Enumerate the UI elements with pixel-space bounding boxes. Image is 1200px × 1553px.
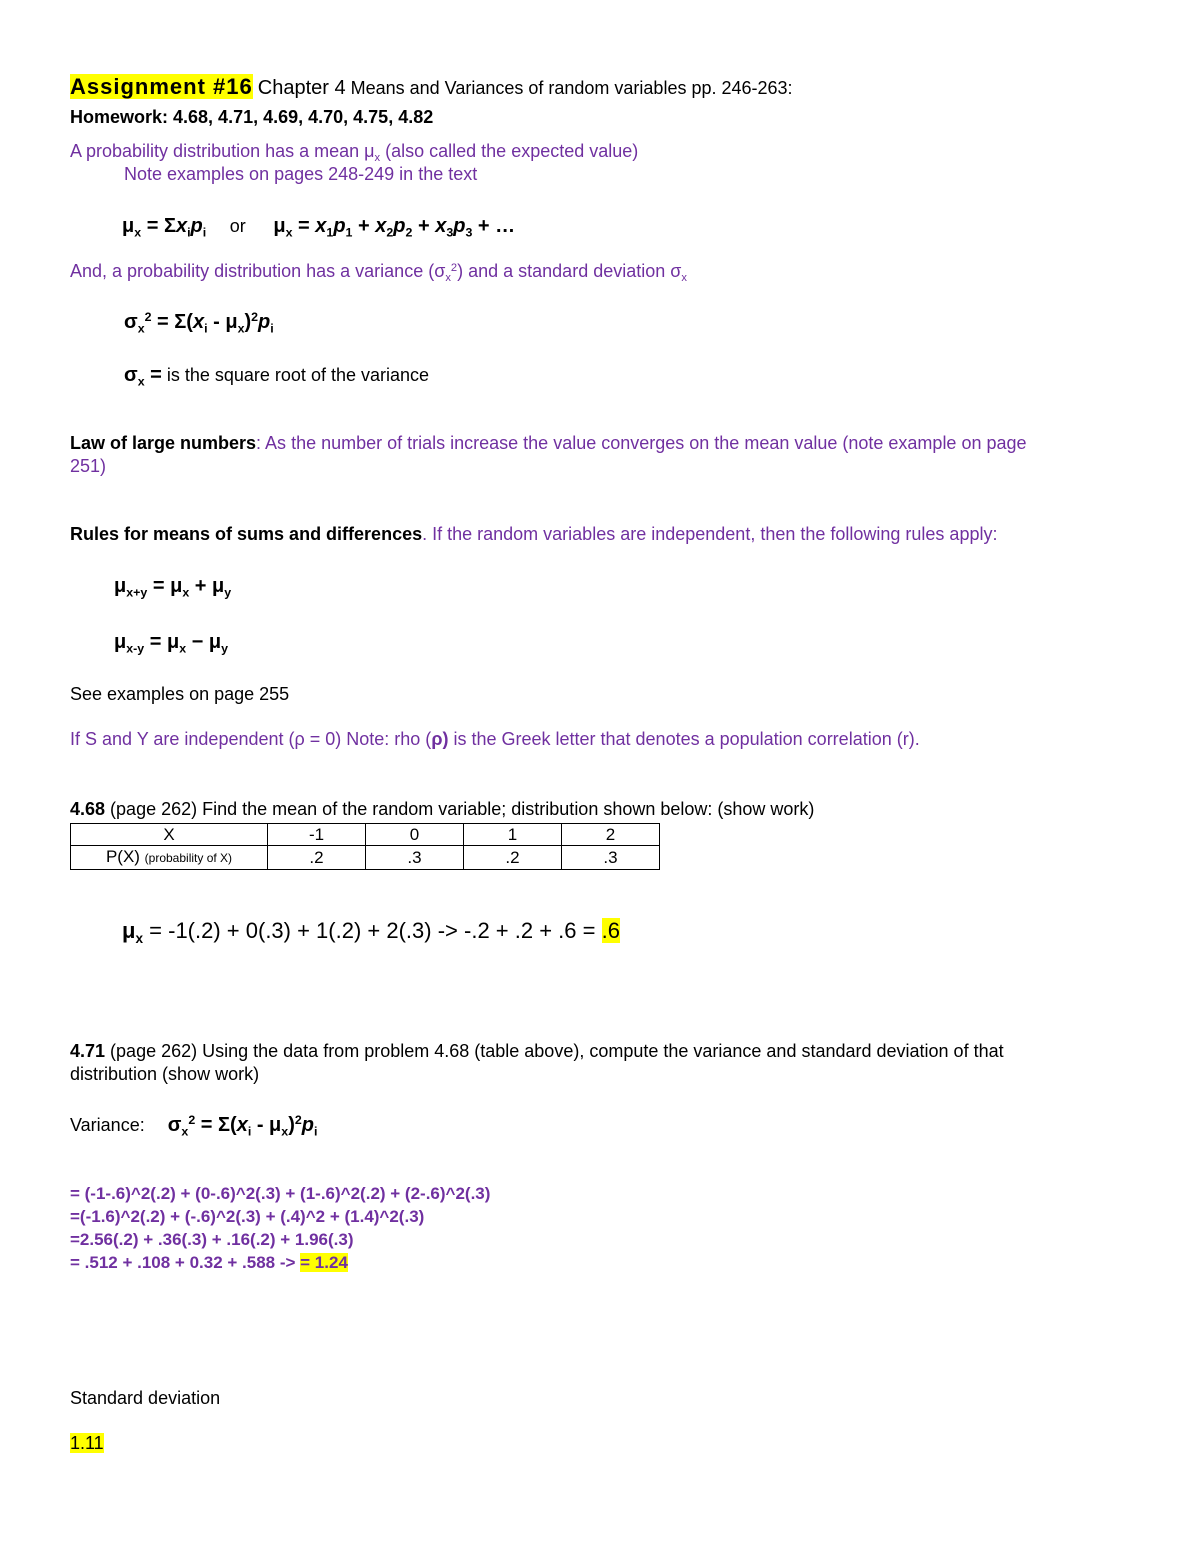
variance-formula: $\sigma_x^2 = \Sigma(x_i - \mu_x)^2p_i$ (124, 310, 274, 336)
table-cell: 1 (464, 824, 562, 846)
table-cell: .2 (268, 846, 366, 870)
variance-work-line: =2.56(.2) + .36(.3) + .16(.2) + 1.96(.3) (70, 1230, 354, 1249)
distribution-table (70, 823, 660, 870)
table-row (71, 846, 660, 870)
variance-answer: = 1.24 (300, 1253, 348, 1272)
homework-list: Homework: 4.68, 4.71, 4.69, 4.70, 4.75, 4.82 (70, 107, 434, 127)
table-row-label: X (71, 824, 268, 846)
mu-symbol: $\mu_x$ (364, 141, 381, 164)
independent-note: If S and Y are independent (ρ = 0) Note: rho (ρ) is the Greek letter that denotes a population correlation (r). (70, 729, 920, 749)
sd-text: is the square root of the variance (166, 365, 430, 385)
law-text-cont: 251) (70, 456, 107, 476)
problem-468-heading (70, 799, 814, 821)
table-cell: .3 (366, 846, 464, 870)
independent-note-post: is the Greek letter that denotes a population correlation (r). (448, 729, 920, 749)
variance-final (70, 1253, 348, 1273)
rule-sum: $\mu_{x+y} = \mu_x + \mu_y$ (114, 575, 232, 600)
sd-answer: 1.11 (70, 1433, 104, 1453)
table-row (71, 824, 660, 846)
formula-tail: + … (472, 215, 516, 237)
assignment-title (70, 74, 793, 100)
px-note: (probability of X) (144, 851, 233, 865)
mean-intro-post: (also called the expected value) (380, 141, 639, 161)
table-cell: .2 (464, 846, 562, 870)
variance-intro-pre: And, a probability distribution has a variance ( (70, 261, 435, 281)
mean-work-text: = -1(.2) + 0(.3) + 1(.2) + 2(.3) -> -.2 + .2 + .6 = (143, 918, 602, 943)
problem-471-text-cont: distribution (show work) (70, 1064, 260, 1084)
problem-471-text: (page 262) Using the data from problem 4.68 (table above), compute the variance and standard deviation of that (105, 1041, 1004, 1061)
problem-468-text: (page 262) Find the mean of the random variable; distribution shown below: (show work) (105, 799, 815, 819)
problem-468-number: 4.68 (70, 799, 106, 819)
chapter-subtitle: Means and Variances of random variables pp. 246-263: (350, 78, 793, 98)
or-label: or (229, 216, 246, 236)
variance-line: Variance: $\sigma_x^2 = \Sigma(x_i - \mu_x)^2p_i$ (70, 1113, 318, 1139)
table-row-label (71, 846, 268, 870)
law-label: Law of large numbers (70, 433, 257, 453)
variance-work-line: = (-1-.6)^2(.2) + (0-.6)^2(.3) + (1-.6)^2(.2) + (2-.6)^2(.3) (70, 1184, 491, 1203)
variance-intro-mid: ) and a standard deviation (457, 261, 671, 281)
assignment-label: Assignment #16 (70, 74, 253, 99)
mean-note: Note examples on pages 248-249 in the text (124, 164, 478, 184)
see-examples: See examples on page 255 (70, 684, 290, 704)
problem-471-heading (70, 1041, 1004, 1063)
sd-label: Standard deviation (70, 1388, 221, 1408)
mean-intro (70, 141, 638, 165)
variance-intro: And, a probability distribution has a variance $(\sigma_x^2)$ and a standard deviation $\sigma_x$ (70, 261, 687, 284)
independent-note-pre: If S and Y are independent (ρ = 0) Note: rho ( (70, 729, 432, 749)
problem-471-number: 4.71 (70, 1041, 106, 1061)
mean-intro-pre: A probability distribution has a mean (70, 141, 365, 161)
table-cell: .3 (562, 846, 660, 870)
sd-answer-wrap (70, 1433, 104, 1455)
variance-work-line: =(-1.6)^2(.2) + (-.6)^2(.3) + (.4)^2 + (1.4)^2(.3) (70, 1207, 425, 1226)
table-cell: 2 (562, 824, 660, 846)
table-cell: 0 (366, 824, 464, 846)
law-of-large-numbers (70, 433, 1027, 455)
mean-formula: $\mu_x = \Sigma x_ip_i$ or $\mu_x = x_1p_1 + x_2p_2 + x_3p_3$ + … (122, 215, 516, 240)
law-text: : As the number of trials increase the value converges on the mean value (note example on page (256, 433, 1027, 453)
variance-label: Variance: (70, 1115, 145, 1135)
rules-heading (70, 524, 997, 546)
mean-work: $\mu_x = -1(.2) + 0(.3) + 1(.2) + 2(.3) -> -.2 + .2 + .6 = .6$ (122, 918, 620, 946)
rules-label: Rules for means of sums and differences (70, 524, 423, 544)
table-cell: -1 (268, 824, 366, 846)
chapter-label: Chapter 4 (257, 77, 346, 99)
rule-difference: $\mu_{x-y} = \mu_x - \mu_y$ (114, 631, 229, 656)
mean-answer: .6 (601, 918, 620, 943)
px-label: P(X) (105, 847, 140, 866)
sd-definition: $\sigma_x$ = is the square root of the variance (124, 364, 430, 389)
variance-final-text: = .512 + .108 + 0.32 + .588 -> (70, 1253, 301, 1272)
rules-text: . If the random variables are independent, then the following rules apply: (422, 524, 998, 544)
